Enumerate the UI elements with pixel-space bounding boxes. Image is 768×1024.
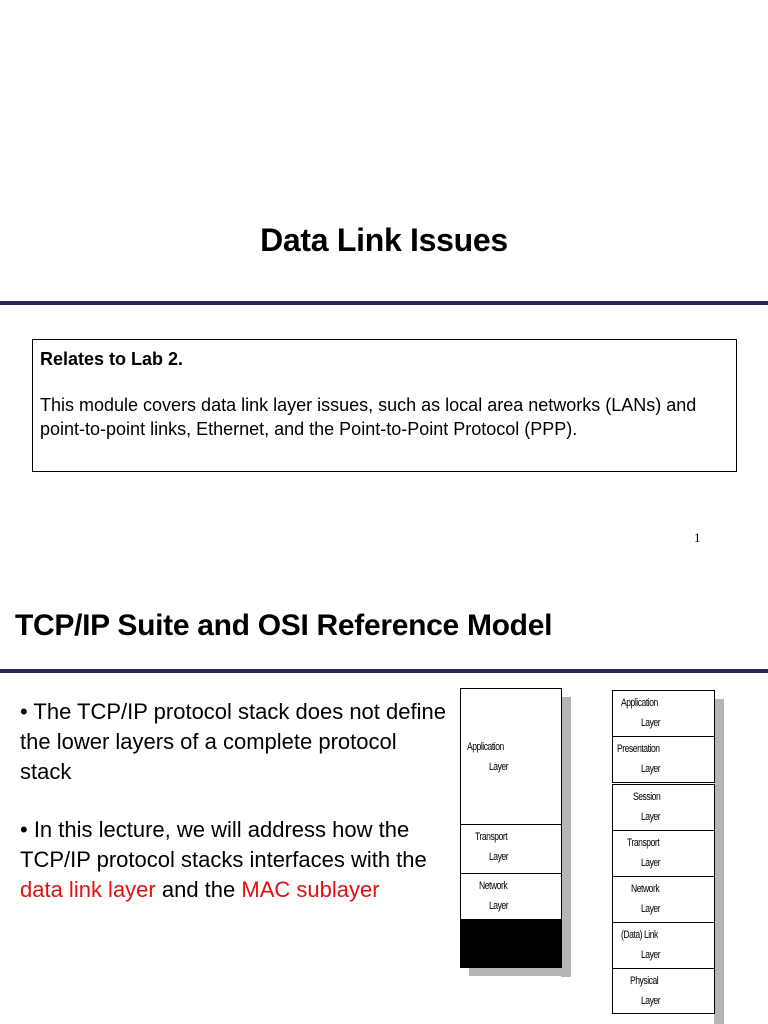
slide2-title-divider [0,669,768,673]
slide1-title-divider [0,301,768,305]
slide2-title: TCP/IP Suite and OSI Reference Model [15,609,553,642]
osi-application-layer: Application Layer [612,690,715,737]
osi-presentation-layer: Presentation Layer [612,736,715,783]
page-number: 1 [694,530,701,545]
bullet-text: and the [155,877,242,902]
stack-shadow [469,967,571,976]
osi-stack-diagram [612,690,724,1024]
bullet-list [20,697,450,933]
tcpip-stack-diagram [460,688,572,976]
info-box-body: This module covers data link layer issues, such as local area networks (LANs) and point-to-point links, Ethernet, and the Point-to-Point Protocol (PPP). [40,395,697,439]
bullet-text: • In this lecture, we will address how the TCP/IP protocol stacks interfaces with the [20,817,427,872]
slide1-title: Data Link Issues [260,222,508,258]
bullet-item [20,815,450,905]
tcpip-lower-layers-undefined [460,919,562,968]
highlight-mac-sublayer: MAC sublayer [241,877,380,902]
osi-data-link-layer: (Data) Link Layer [612,922,715,969]
tcpip-application-layer: Application Layer [460,688,562,825]
bullet-item: • The TCP/IP protocol stack does not define the lower layers of a complete protocol stack [20,699,446,784]
info-box-heading: Relates to Lab 2. [40,349,184,369]
stack-shadow [561,697,571,977]
module-info-box [32,339,737,472]
tcpip-transport-layer: Transport Layer [460,824,562,874]
highlight-data-link-layer: data link layer [20,877,156,902]
osi-transport-layer: Transport Layer [612,830,715,877]
osi-session-layer: Session Layer [612,784,715,831]
stack-shadow [714,699,724,1024]
osi-network-layer: Network Layer [612,876,715,923]
osi-physical-layer: Physical Layer [612,968,715,1014]
tcpip-network-layer: Network Layer [460,873,562,920]
